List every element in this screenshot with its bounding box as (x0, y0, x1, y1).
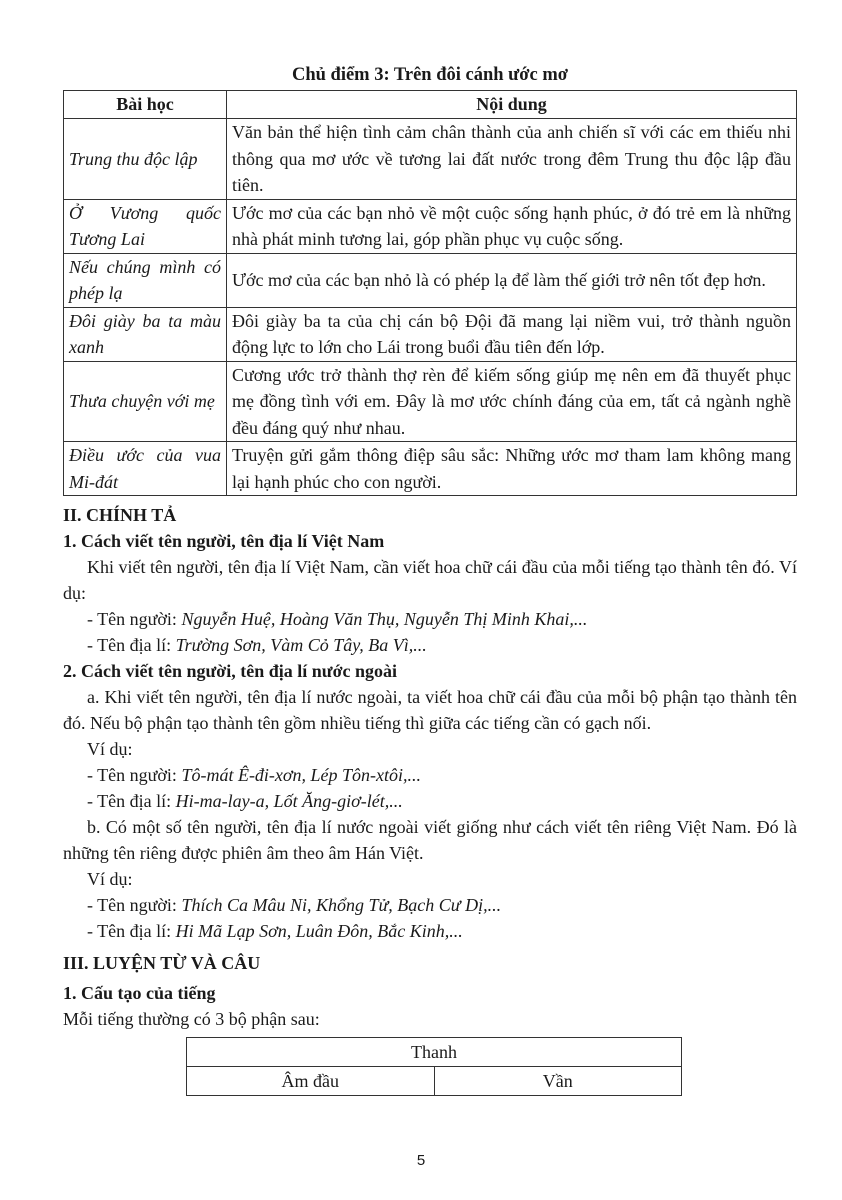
example-label: - Tên người: (87, 895, 182, 915)
example-intro: Ví dụ: (87, 869, 133, 889)
table-row (64, 119, 797, 200)
table-row (64, 253, 797, 307)
document-page (63, 62, 797, 1096)
paragraph: a. Khi viết tên người, tên địa lí nước ngoài, ta viết hoa chữ cái đầu của mỗi bộ phận tạo thành tên đó. Nếu bộ phận tạo thành tên gồm nhiều tiếng thì giữa các tiếng cần có gạch nối. (63, 687, 797, 733)
cell-thanh: Thanh (187, 1038, 682, 1067)
lessons-table (63, 90, 797, 496)
example-label: - Tên địa lí: (87, 635, 176, 655)
word-structure-table (186, 1037, 682, 1096)
paragraph: Mỗi tiếng thường có 3 bộ phận sau: (63, 1009, 320, 1029)
subheading-vietnamese-names: 1. Cách viết tên người, tên địa lí Việt Nam (63, 531, 385, 551)
table-row (64, 442, 797, 496)
example-value: Nguyễn Huệ, Hoàng Văn Thụ, Nguyễn Thị Minh Khai,... (181, 609, 588, 629)
example-value: Tô-mát Ê-đi-xơn, Lép Tôn-xtôi,... (181, 765, 422, 785)
example-value: Hi Mã Lạp Sơn, Luân Đôn, Bắc Kinh,... (175, 921, 463, 941)
lesson-cell: Đôi giày ba ta màu xanh (64, 307, 227, 361)
example-label: - Tên địa lí: (87, 791, 176, 811)
paragraph: b. Có một số tên người, tên địa lí nước ngoài viết giống như cách viết tên riêng Việt Nam. Đó là những tên riêng được phiên âm theo âm Hán Việt. (63, 817, 797, 863)
lesson-cell: Nếu chúng mình có phép lạ (64, 253, 227, 307)
example-value: Thích Ca Mâu Ni, Khổng Tử, Bạch Cư Dị,... (181, 895, 502, 915)
example-label: - Tên người: (87, 609, 182, 629)
example-item (63, 762, 797, 788)
example-item (63, 632, 797, 658)
example-label: - Tên người: (87, 765, 182, 785)
content-cell: Đôi giày ba ta của chị cán bộ Đội đã mang lại niềm vui, trở thành nguồn động lực to lớn cho Lái trong buổi đầu tiên đến lớp. (227, 307, 797, 361)
table-row (64, 361, 797, 442)
example-intro: Ví dụ: (87, 739, 133, 759)
header-content: Nội dung (227, 91, 797, 119)
content-cell: Ước mơ của các bạn nhỏ là có phép lạ để làm thế giới trở nên tốt đẹp hơn. (227, 253, 797, 307)
cell-am-dau: Âm đầu (187, 1067, 435, 1096)
page-number: 5 (416, 1152, 426, 1169)
content-cell: Văn bản thể hiện tình cảm chân thành của anh chiến sĩ với các em thiếu nhi thông qua mơ ước về tương lai đất nước trong đêm Trung thu độc lập đầu tiên. (227, 119, 797, 200)
example-item (63, 606, 797, 632)
content-cell: Ước mơ của các bạn nhỏ về một cuộc sống hạnh phúc, ở đó trẻ em là những nhà phát minh tương lai, góp phần phục vụ cuộc sống. (227, 199, 797, 253)
table-row (64, 307, 797, 361)
lesson-cell: Điều ước của vua Mi-đát (64, 442, 227, 496)
section-title: Chủ điểm 3: Trên đôi cánh ước mơ (291, 65, 569, 85)
table-row (64, 199, 797, 253)
header-lesson: Bài học (64, 91, 227, 119)
cell-van: Vần (434, 1067, 682, 1096)
lesson-cell: Thưa chuyện với mẹ (64, 361, 227, 442)
example-value: Trường Sơn, Vàm Cỏ Tây, Ba Vì,... (175, 635, 427, 655)
body-text (63, 502, 797, 1096)
example-item (63, 788, 797, 814)
content-cell: Cương ước trở thành thợ rèn để kiếm sống giúp mẹ nên em đã thuyết phục mẹ đồng tình với em. Đây là mơ ước chính đáng của em, tất cả ngành nghề đều đáng quý như nhau. (227, 361, 797, 442)
lesson-cell: Trung thu độc lập (64, 119, 227, 200)
subheading-foreign-names: 2. Cách viết tên người, tên địa lí nước ngoài (63, 661, 398, 681)
content-cell: Truyện gửi gắm thông điệp sâu sắc: Những ước mơ tham lam không mang lại hạnh phúc cho con người. (227, 442, 797, 496)
heading-chinh-ta: II. CHÍNH TẢ (63, 505, 177, 525)
heading-luyen-tu-va-cau: III. LUYỆN TỪ VÀ CÂU (63, 953, 261, 973)
paragraph: Khi viết tên người, tên địa lí Việt Nam, cần viết hoa chữ cái đầu của mỗi tiếng tạo thành tên đó. Ví dụ: (63, 557, 797, 603)
example-item (63, 918, 797, 944)
table-header-row (64, 91, 797, 119)
example-item (63, 892, 797, 918)
example-value: Hi-ma-lay-a, Lốt Ăng-giơ-lét,... (175, 791, 403, 811)
lesson-cell: Ở Vương quốc Tương Lai (64, 199, 227, 253)
subheading-word-structure: 1. Cấu tạo của tiếng (63, 983, 216, 1003)
example-label: - Tên địa lí: (87, 921, 176, 941)
